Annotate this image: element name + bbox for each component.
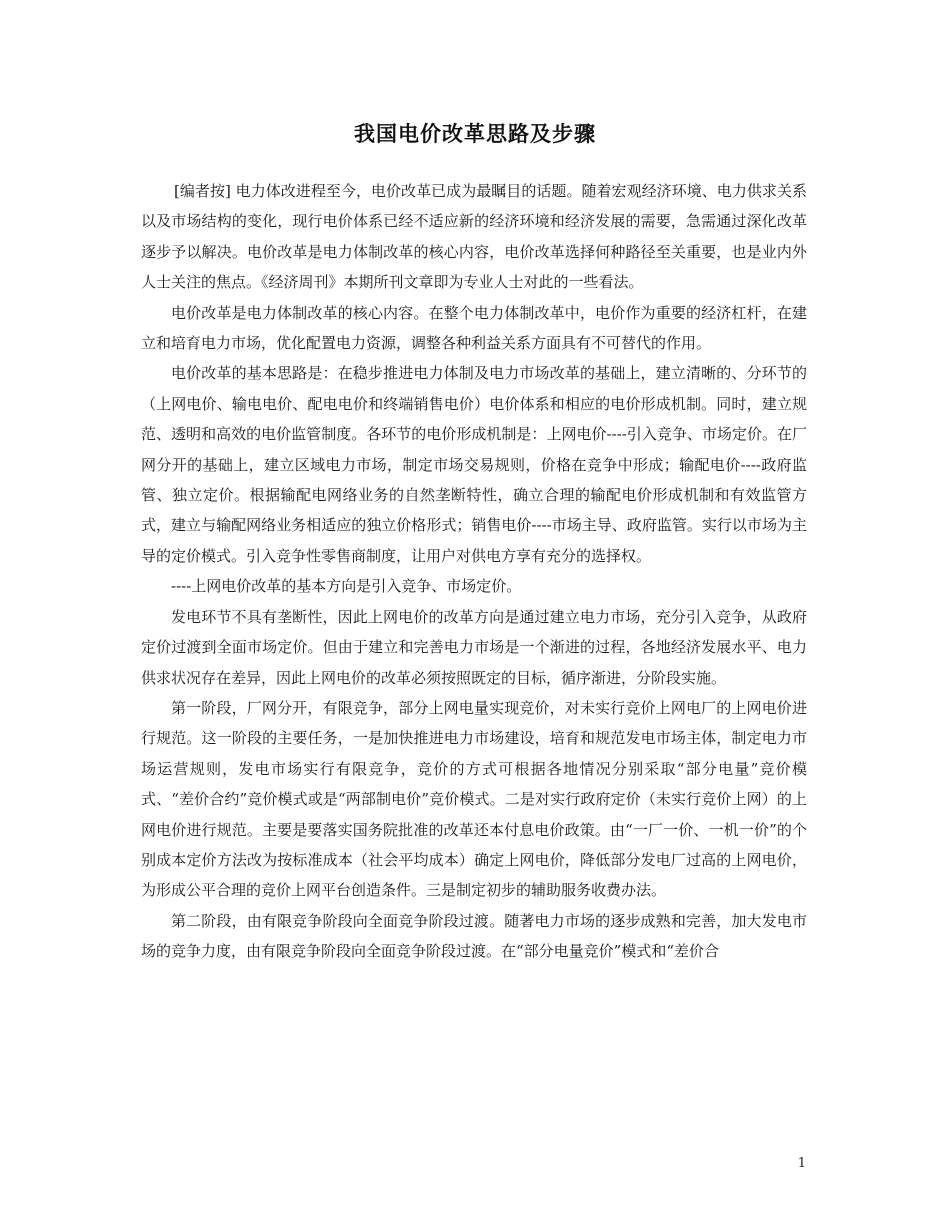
- document-title: 我国电价改革思路及步骤: [354, 121, 596, 146]
- paragraph: 电价改革是电力体制改革的核心内容。在整个电力体制改革中，电价作为重要的经济杠杆，在建立和培育电力市场，优化配置电力资源，调整各种利益关系方面具有不可替代的作用。: [141, 303, 807, 353]
- paragraph: 电价改革的基本思路是：在稳步推进电力体制及电力市场改革的基础上，建立清晰的、分环节的（上网电价、输电电价、配电电价和终端销售电价）电价体系和相应的电价形成机制。同时，建立规范、透明和高效的电价监管制度。各环节的电价形成机制是：上网电价----引入竞争、市场定价。在厂网分开的基础上，建立区域电力市场，制定市场交易规则，价格在竞争中形成；输配电价----政府监管、独立定价。根据输配电网络业务的自然垄断特性，确立合理的输配电价形成机制和有效监管方式，建立与输配网络业务相适应的独立价格形式；销售电价----市场主导、政府监管。实行以市场为主导的定价模式。引入竞争性零售商制度，让用户对供电方享有充分的选择权。: [141, 364, 807, 565]
- page-number: 1: [797, 1156, 806, 1171]
- paragraph-section-heading: ----上网电价改革的基本方向是引入竞争、市场定价。: [171, 577, 522, 596]
- paragraph: 第二阶段，由有限竞争阶段向全面竞争阶段过渡。随著电力市场的逐步成熟和完善，加大发电市场的竞争力度，由有限竞争阶段向全面竞争阶段过渡。在“部分电量竞价”模式和“差价合: [141, 911, 807, 961]
- document-body: [141, 176, 807, 967]
- paragraph-editor-note: [编者按] 电力体改进程至今，电价改革已成为最瞩目的话题。随着宏观经济环境、电力供求关系以及市场结构的变化，现行电价体系已经不适应新的经济环境和经济发展的需要，急需通过深化改革逐步予以解决。电价改革是电力体制改革的核心内容，电价改革选择何种路径至关重要，也是业内外人士关注的焦点。《经济周刊》本期所刊文章即为专业人士对此的一些看法。: [141, 182, 807, 292]
- paragraph: 发电环节不具有垄断性，因此上网电价的改革方向是通过建立电力市场，充分引入竞争，从政府定价过渡到全面市场定价。但由于建立和完善电力市场是一个渐进的过程，各地经济发展水平、电力供求状况存在差异，因此上网电价的改革必须按照既定的目标，循序渐进，分阶段实施。: [141, 607, 807, 687]
- paragraph: 第一阶段，厂网分开，有限竞争，部分上网电量实现竞价，对未实行竞价上网电厂的上网电价进行规范。这一阶段的主要任务，一是加快推进电力市场建设，培育和规范发电市场主体，制定电力市场运营规则，发电市场实行有限竞争，竞价的方式可根据各地情况分别采取“部分电量”竞价模式、“差价合约”竞价模式或是“两部制电价”竞价模式。二是对实行政府定价（未实行竞价上网）的上网电价进行规范。主要是要落实国务院批准的改革还本付息电价政策。由“一厂一价、一机一价”的个别成本定价方法改为按标准成本（社会平均成本）确定上网电价，降低部分发电厂过高的上网电价，为形成公平合理的竞价上网平台创造条件。三是制定初步的辅助服务收费办法。: [141, 698, 807, 900]
